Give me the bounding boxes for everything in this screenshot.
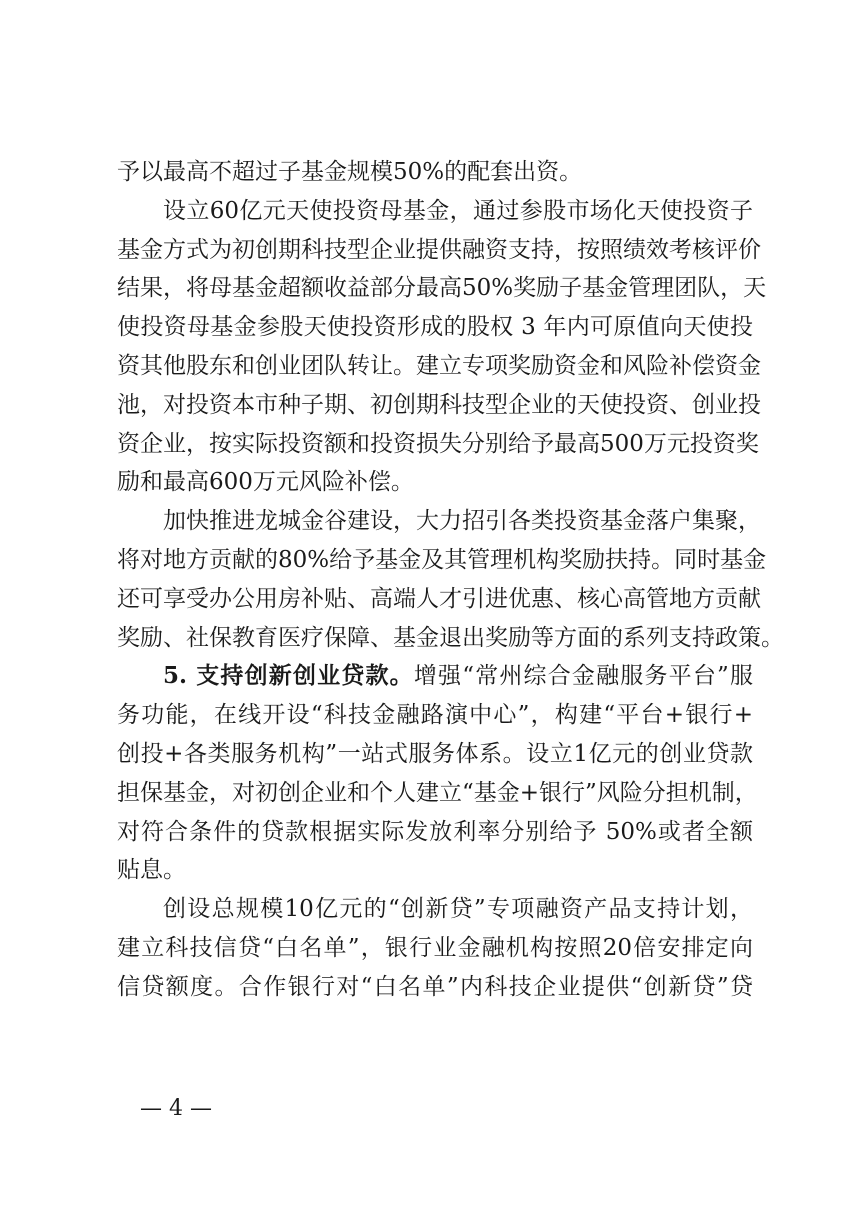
line-text: 担保基金，对初创企业和个人建立“基金+银行”风险分担机制， [117,779,758,806]
line-text: 予以最高不超过子基金规模50%的配套出资。 [117,159,583,185]
text-line [117,929,753,968]
text-line [117,851,753,890]
text-line [117,425,759,464]
line-text: 建立科技信贷“白名单”，银行业金融机构按照20倍安排定向 [117,934,753,961]
text-line [117,657,753,696]
line-text: 设立60亿元天使投资母基金，通过参股市场化天使投资子 [163,197,753,224]
text-line [117,541,767,580]
line-text: 还可享受办公用房补贴、高端人才引进优惠、核心高管地方贡献 [117,585,761,612]
line-text: 信贷额度。合作银行对“白名单”内科技企业提供“创新贷”贷 [117,973,753,1000]
text-line [117,968,753,1007]
line-text: 池，对投资本市种子期、初创期科技型企业的天使投资、创业投 [117,391,761,418]
text-line [117,813,753,852]
line-text: 增强“常州综合金融服务平台”服 [413,663,753,690]
line-text: 资其他股东和创业团队转让。建立专项奖励资金和风险补偿资金 [117,352,761,379]
text-line [117,386,761,425]
text-line [117,890,753,929]
text-line [117,580,761,619]
section-heading: 5. 支持创新创业贷款。 [163,662,414,690]
text-line [117,735,753,774]
text-line [117,774,758,813]
text-line [117,269,767,308]
text-line [117,153,753,192]
text-line [117,308,753,347]
line-text: 将对地方贡献的80%给予基金及其管理机构奖励扶持。同时基金 [117,546,767,573]
line-text: 对符合条件的贷款根据实际发放利率分别给予 50%或者全额 [117,818,753,845]
line-text: 奖励、社保教育医疗保障、基金退出奖励等方面的系列支持政策。 [117,624,784,651]
text-line [117,619,784,658]
line-text: 务功能，在线开设“科技金融路演中心”，构建“平台+银行+ [117,702,753,729]
line-text: 使投资母基金参股天使投资形成的股权 3 年内可原值向天使投 [117,314,753,341]
line-text: 贴息。 [117,857,186,884]
line-text: 结果，将母基金超额收益部分最高50%奖励子基金管理团队，天 [117,275,767,302]
page-number: — 4 — [140,1096,212,1121]
body-text [117,153,784,1007]
line-text: 创设总规模10亿元的“创新贷”专项融资产品支持计划， [163,896,753,923]
text-line [117,502,761,541]
text-line [117,231,761,270]
text-line [117,347,761,386]
text-line [117,463,753,502]
line-text: 励和最高600万元风险补偿。 [117,469,414,496]
line-text: 加快推进龙城金谷建设，大力招引各类投资基金落户集聚， [163,508,761,535]
line-text: 基金方式为初创期科技型企业提供融资支持，按照绩效考核评价 [117,236,761,263]
text-line [117,696,753,735]
text-line [117,192,753,231]
line-text: 资企业，按实际投资额和投资损失分别给予最高500万元投资奖 [117,430,759,457]
line-text: 创投+各类服务机构”一站式服务体系。设立1亿元的创业贷款 [117,740,753,767]
